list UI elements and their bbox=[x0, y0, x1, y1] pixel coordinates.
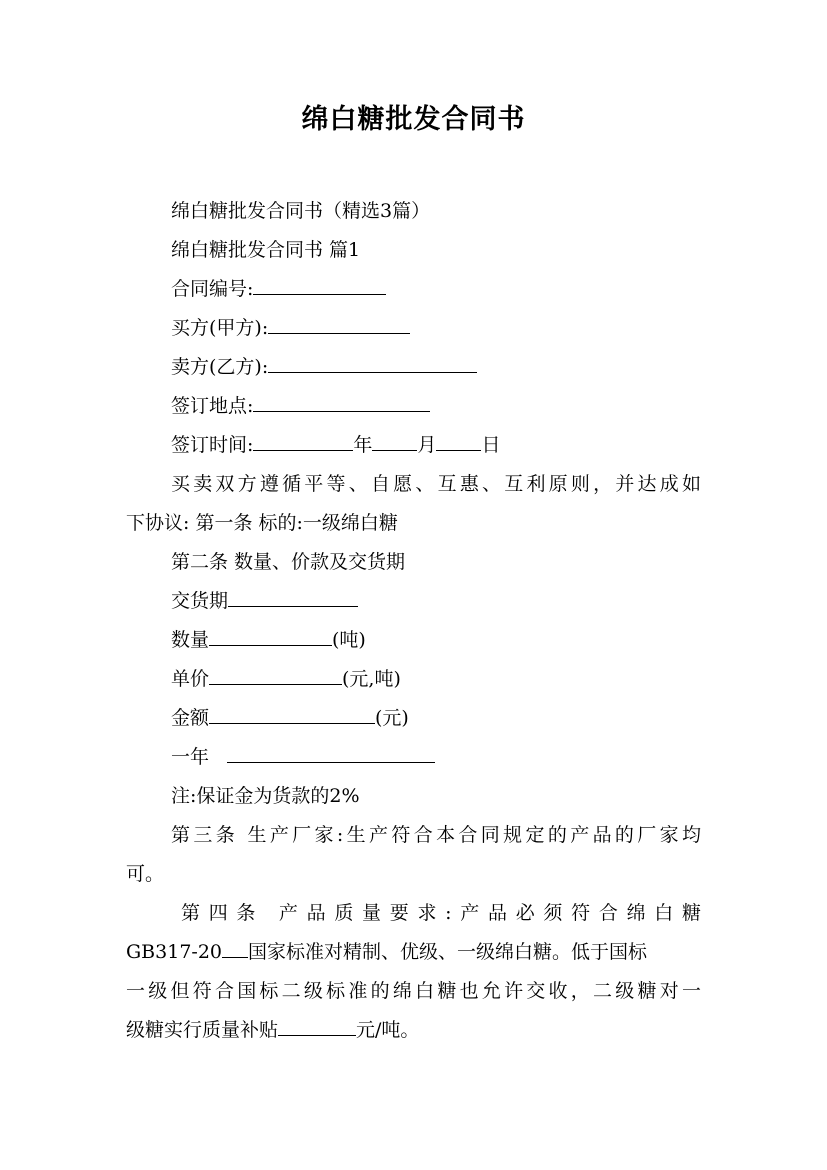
article-4-line-4 bbox=[126, 1017, 419, 1043]
document-title: 绵白糖批发合同书 bbox=[301, 104, 526, 135]
document-subtitle: 绵白糖批发合同书（精选3篇） bbox=[171, 200, 431, 222]
amount-label: 金额 bbox=[171, 707, 210, 729]
day-label: 日 bbox=[481, 434, 501, 456]
delivery-row bbox=[171, 588, 358, 614]
party-b-row bbox=[171, 354, 477, 380]
quantity-blank bbox=[209, 627, 332, 646]
party-a-blank bbox=[268, 315, 410, 334]
delivery-blank bbox=[228, 588, 358, 607]
sign-place-blank bbox=[253, 393, 430, 412]
sign-time-label: 签订时间: bbox=[171, 434, 254, 456]
sign-place-label: 签订地点: bbox=[171, 395, 254, 417]
subsidy-blank bbox=[278, 1017, 356, 1036]
quantity-label: 数量 bbox=[171, 629, 210, 651]
article-4-line-1: 第四条 产品质量要求:产品必须符合绵白糖 bbox=[181, 902, 701, 924]
party-b-blank bbox=[268, 354, 477, 373]
quantity-row bbox=[171, 627, 366, 653]
one-year-row bbox=[171, 744, 435, 770]
intro-line-1: 买卖双方遵循平等、自愿、互惠、互利原则，并达成如 bbox=[171, 473, 701, 495]
contract-number-label: 合同编号: bbox=[171, 278, 254, 300]
year-blank bbox=[253, 432, 353, 451]
party-a-row bbox=[171, 315, 410, 341]
party-b-label: 卖方(乙方): bbox=[171, 356, 269, 378]
amount-unit: (元) bbox=[375, 707, 409, 729]
year-label: 年 bbox=[353, 434, 373, 456]
intro-line-2: 下协议: 第一条 标的:一级绵白糖 bbox=[126, 512, 398, 534]
unit-price-unit: (元,吨) bbox=[342, 668, 401, 690]
unit-price-row bbox=[171, 666, 401, 692]
one-year-label: 一年 bbox=[171, 746, 210, 768]
subsidy-label: 级糖实行质量补贴 bbox=[126, 1019, 279, 1041]
article-2-heading: 第二条 数量、价款及交货期 bbox=[171, 551, 406, 573]
one-year-blank bbox=[227, 744, 435, 763]
unit-price-blank bbox=[209, 666, 342, 685]
article-3-line-1: 第三条 生产厂家:生产符合本合同规定的产品的厂家均 bbox=[171, 824, 701, 846]
quantity-unit: (吨) bbox=[332, 629, 366, 651]
party-a-label: 买方(甲方): bbox=[171, 317, 269, 339]
amount-blank bbox=[209, 705, 375, 724]
standard-year-blank bbox=[222, 939, 248, 958]
month-blank bbox=[372, 432, 417, 451]
subsidy-unit: 元/吨。 bbox=[356, 1019, 420, 1041]
day-blank bbox=[436, 432, 481, 451]
sign-time-row bbox=[171, 432, 500, 458]
article-3-line-2: 可。 bbox=[126, 863, 165, 885]
deposit-note: 注:保证金为货款的2% bbox=[171, 785, 360, 807]
unit-price-label: 单价 bbox=[171, 668, 210, 690]
contract-number-blank bbox=[253, 276, 386, 295]
contract-number-row bbox=[171, 276, 386, 302]
month-label: 月 bbox=[417, 434, 437, 456]
sign-place-row bbox=[171, 393, 430, 419]
standard-code: GB317-20 bbox=[126, 941, 223, 963]
part-heading: 绵白糖批发合同书 篇1 bbox=[171, 239, 361, 261]
delivery-label: 交货期 bbox=[171, 590, 229, 612]
amount-row bbox=[171, 705, 409, 731]
article-4-line-2 bbox=[126, 939, 647, 965]
article-4-line-2-text: 国家标准对精制、优级、一级绵白糖。低于国标 bbox=[248, 941, 648, 963]
article-4-line-3: 一级但符合国标二级标准的绵白糖也允许交收，二级糖对一 bbox=[126, 980, 701, 1002]
